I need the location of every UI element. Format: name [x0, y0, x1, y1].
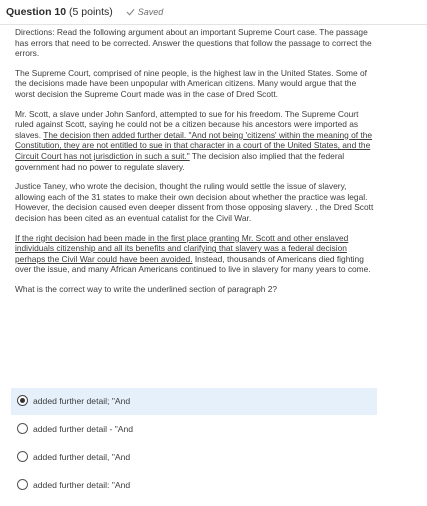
- question-points: (5 points): [69, 6, 113, 18]
- radio-button[interactable]: [17, 423, 28, 434]
- answer-option-3[interactable]: [11, 444, 377, 471]
- radio-button-selected[interactable]: [17, 395, 28, 406]
- radio-button[interactable]: [17, 451, 28, 462]
- paragraph-4: [15, 233, 377, 275]
- answer-option-label: added further detail, "And: [33, 452, 131, 462]
- answer-option-4[interactable]: [11, 472, 377, 499]
- paragraph-2-text-start: Mr. Scott, a slave under John Sanford, attempted to sue for his freedom. The Supreme Court ruled against Scott, saying he could not be a citizen because his ancestors were imported as slaves.: [15, 108, 359, 140]
- paragraph-3: Justice Taney, who wrote the decision, thought the ruling would settle the issue of slavery, allowing each of the 31 states to make their own decision about whether the practice was legal. However, the decision caused even deeper dissent from those opposing slavery. , the Dred Scott decision has been cited as an eventual catalist for the Civil War.: [15, 181, 374, 223]
- paragraph-1: The Supreme Court, comprised of nine people, is the highest law in the United States. Some of the decisions made have been unpopular with American citizens. Many would argue that the worst decision the Supreme Court made was in the case of Dred Scott.: [15, 67, 367, 99]
- answer-option-1[interactable]: [11, 388, 377, 415]
- paragraph-4-underlined: If the right decision had been made in the first place granting Mr. Scott and other enslaved individuals citizenship and all its benefits and clarifying that slavery was a federal decision perhaps the Civil War could have been avoided.: [15, 232, 349, 264]
- answer-options: [11, 388, 377, 500]
- checkmark-icon: [126, 8, 135, 16]
- directions-paragraph: Directions: Read the following argument about an important Supreme Court case. The passage has errors that need to be corrected. Answer the questions that follow the passage to correct the errors.: [15, 27, 372, 59]
- answer-option-2[interactable]: [11, 416, 377, 443]
- answer-option-label: added further detail; "And: [33, 396, 131, 406]
- paragraph-2: [15, 109, 377, 173]
- radio-button[interactable]: [17, 479, 28, 490]
- question-header: [0, 0, 427, 25]
- question-number: Question 10: [6, 6, 67, 18]
- paragraph-2-underlined: The decision then added further detail. "And not being 'citizens' within the meaning of the Constitution, they are not entitled to sue in that character in a court of the United States, and the Circuit Court has not jurisdiction in such a suit.": [15, 129, 373, 161]
- question-prompt: What is the correct way to write the underlined section of paragraph 2?: [15, 283, 278, 294]
- answer-option-label: added further detail - "And: [33, 424, 134, 434]
- passage: [15, 27, 377, 303]
- answer-option-label: added further detail: "And: [33, 480, 131, 490]
- saved-status: [126, 7, 164, 17]
- paragraph-4-text-end: Instead, thousands of Americans died fighting over the issue, and many African Americans continued to live in slavery for many years to come.: [15, 253, 371, 275]
- saved-label: Saved: [137, 7, 164, 17]
- paragraph-2-text-end: The decision also implied that the federal government had no power to regulate slavery.: [15, 150, 345, 172]
